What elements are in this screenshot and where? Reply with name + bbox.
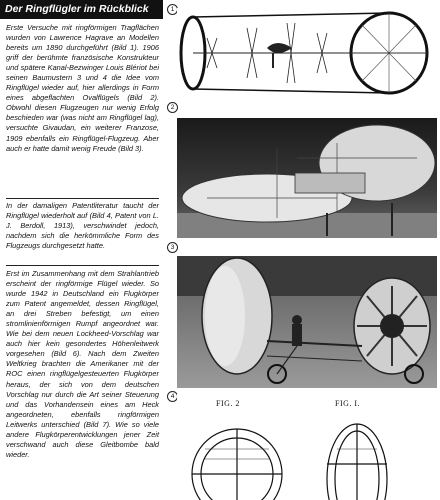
article-title: Der Ringflügler im Rückblick xyxy=(0,0,163,19)
figure-number: 1 xyxy=(167,4,178,15)
figure-2-photo xyxy=(177,118,437,238)
figure-number: 2 xyxy=(167,102,178,113)
figure-4-patent-drawing xyxy=(177,394,437,500)
figure-1-drawing xyxy=(177,8,435,98)
patent-figure-label: FIG. I. xyxy=(335,399,361,408)
paragraph-divider xyxy=(6,265,159,266)
paragraph-divider xyxy=(6,198,159,199)
paragraph-2: In der damaligen Patentliteratur taucht der Ringflügel wiederholt auf (Bild 4, Patent von L. J. Berdoll, 1913), verschwindet jedoch, nachdem sich die herkömmliche Form des Flugzeugs durchgesetzt hatte. xyxy=(6,201,159,251)
article-column xyxy=(0,0,163,500)
patent-figure-label: FIG. 2 xyxy=(216,399,240,408)
figure-column xyxy=(163,0,440,500)
paragraph-1: Erste Versuche mit ringförmigen Tragflächen wurden von Lawrence Hagrave an Modellen bereits um 1890 durchgeführt (Bild 1). 1906 griff der berühmte französische Konstrukteur und spätere Kanal-Bezwinger Louis Blériot bei seinen Baumustern 3 und 4 die Idee vom Ringflügel wieder auf, hier allerdings in Form eines abgeflachten Ovalflügels (Bild 2). Obwohl diesen Flugzeugen nur wenig Erfolg beschieden war (was nicht am Ringflügel lag), versuchte Givaudan, ein weiterer Franzose, 1909 ebenfalls ein Ringflügel-Flugzeug. Aber auch er hatte damit wenig Freude (Bild 3). xyxy=(6,23,159,153)
figure-number: 4 xyxy=(167,391,178,402)
figure-number: 3 xyxy=(167,242,178,253)
paragraph-3: Erst im Zusammenhang mit dem Strahlantrieb erscheint der ringförmige Flügel wieder. So wurde 1942 in Deutschland ein Flugkörper zum Patent angemeldet, dessen Ringflügel, an drei Streben befestigt, um einen stromlinienförmigen Rumpf angeordnet war. Wie bei dem neuen Lockheed-Vorschlag war auch hier kein gesondertes Höhenleitwerk vorgesehen (Bild 6). Nach dem Zweiten Weltkrieg brachten die Amerikaner mit der ROC einen ringflügelgesteuerten Flugkörper heraus, der sich von dem deutschen Vorschlag nur durch die Art seiner Steuerung und das Vorhandensein eines am Heck angeordneten, ebenfalls ringförmigen Leitwerks unterschied (Bild 7). Wie so viele andere Flugkörperentwicklungen jener Zeit verschwand auch diese Gleitbombe bald wieder. xyxy=(6,269,159,459)
figure-3-photo xyxy=(177,256,437,388)
